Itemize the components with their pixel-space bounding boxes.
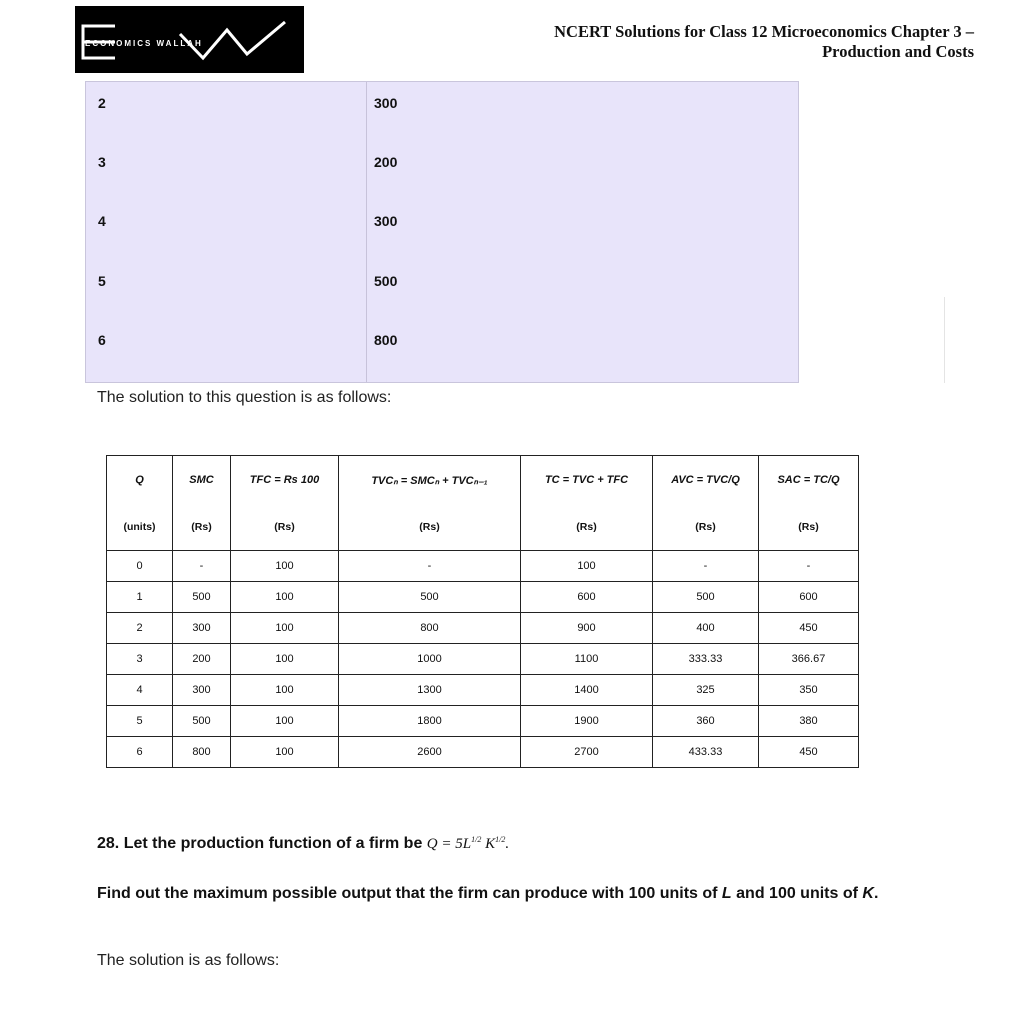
cell: 100: [231, 737, 339, 768]
table-row: 3 200: [98, 154, 398, 170]
cell: 1400: [521, 675, 653, 706]
cell: 400: [653, 613, 759, 644]
cell: 1800: [339, 706, 521, 737]
unit-cell: (Rs): [339, 504, 521, 551]
cell: -: [339, 551, 521, 582]
unit-cell: (Rs): [173, 504, 231, 551]
header-cell: Q: [107, 456, 173, 505]
table-units-row: [107, 504, 859, 551]
cell: 1: [107, 582, 173, 613]
table-header-row: [107, 456, 859, 505]
cell: 433.33: [653, 737, 759, 768]
cell: 300: [173, 675, 231, 706]
cell: 450: [759, 737, 859, 768]
cell: 800: [339, 613, 521, 644]
question-28: [97, 835, 509, 853]
cell: 333.33: [653, 644, 759, 675]
question-prompt: Find out the maximum possible output that the firm can produce with 100 units of L and 100 units of K.: [97, 885, 879, 902]
table-row: [107, 582, 859, 613]
unit-cell: (Rs): [231, 504, 339, 551]
table-row: [107, 644, 859, 675]
cell: 100: [231, 644, 339, 675]
cell: 1300: [339, 675, 521, 706]
table-row: 4 300: [98, 213, 398, 229]
header-cell: TFC = Rs 100: [231, 456, 339, 505]
cell: 100: [231, 551, 339, 582]
cell: 4: [107, 675, 173, 706]
cell: 300: [173, 613, 231, 644]
cell: 100: [231, 706, 339, 737]
production-function: $Q = 5L^{1/2}$ $K^{1/2}$.: [426, 835, 510, 852]
header-cell: SAC = TC/Q: [759, 456, 859, 505]
cell: 500: [653, 582, 759, 613]
header-cell: TVCₙ = SMCₙ + TVCₙ₋₁: [339, 456, 521, 505]
cell: 600: [759, 582, 859, 613]
cell: -: [653, 551, 759, 582]
brand-logo: [75, 6, 304, 73]
cell: 100: [231, 613, 339, 644]
header-cell: SMC: [173, 456, 231, 505]
cell: 600: [521, 582, 653, 613]
cell: 450: [759, 613, 859, 644]
solution-intro: The solution to this question is as follows:: [97, 389, 392, 406]
cell: 2: [107, 613, 173, 644]
cell: 100: [231, 582, 339, 613]
cell: 350: [759, 675, 859, 706]
title-line-1: NCERT Solutions for Class 12 Microeconomics Chapter 3 –: [554, 22, 974, 41]
cell: 1900: [521, 706, 653, 737]
cell: -: [759, 551, 859, 582]
cell: 100: [231, 675, 339, 706]
cell: 1100: [521, 644, 653, 675]
table-row: 5 500: [98, 273, 398, 289]
unit-cell: (Rs): [653, 504, 759, 551]
header-cell: AVC = TVC/Q: [653, 456, 759, 505]
cell: 100: [521, 551, 653, 582]
cell: -: [173, 551, 231, 582]
cost-table: [106, 455, 859, 768]
cell: 200: [173, 644, 231, 675]
logo-mark: [75, 6, 304, 73]
cell: 500: [339, 582, 521, 613]
cell: 325: [653, 675, 759, 706]
cell: 6: [107, 737, 173, 768]
unit-cell: (Rs): [759, 504, 859, 551]
table-row: [107, 706, 859, 737]
title-line-2: Production and Costs: [822, 42, 974, 61]
document-title: [554, 22, 974, 62]
continued-data-table: [85, 81, 799, 383]
table-row: 2 300: [98, 95, 398, 111]
question-label: 28. Let the production function of a firm be: [97, 835, 423, 852]
cell: 380: [759, 706, 859, 737]
table-row: 6 800: [98, 332, 398, 348]
cell: 1000: [339, 644, 521, 675]
cell: 2700: [521, 737, 653, 768]
page-edge-line: [944, 297, 945, 383]
unit-cell: (units): [107, 504, 173, 551]
table-row: [107, 613, 859, 644]
table-row: [107, 737, 859, 768]
solution-lead: The solution is as follows:: [97, 952, 280, 969]
cell: 500: [173, 706, 231, 737]
header-cell: TC = TVC + TFC: [521, 456, 653, 505]
table-row: [107, 675, 859, 706]
table-row: [107, 551, 859, 582]
cell: 0: [107, 551, 173, 582]
cell: 800: [173, 737, 231, 768]
unit-cell: (Rs): [521, 504, 653, 551]
cell: 500: [173, 582, 231, 613]
cell: 2600: [339, 737, 521, 768]
logo-text: ECONOMICS WALLAH: [85, 39, 203, 48]
cell: 366.67: [759, 644, 859, 675]
cell: 5: [107, 706, 173, 737]
cell: 360: [653, 706, 759, 737]
cell: 900: [521, 613, 653, 644]
cell: 3: [107, 644, 173, 675]
